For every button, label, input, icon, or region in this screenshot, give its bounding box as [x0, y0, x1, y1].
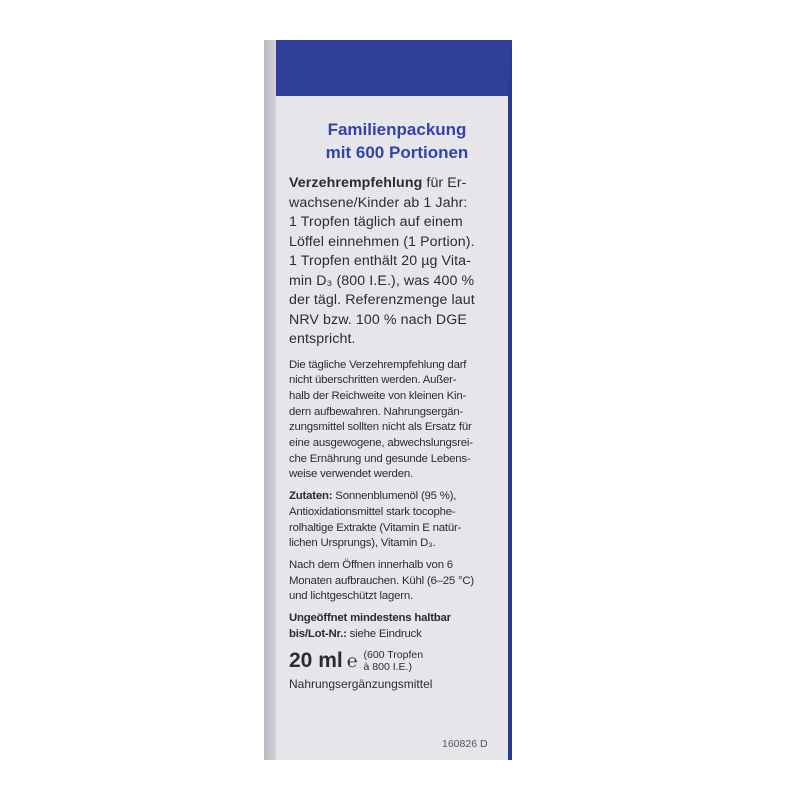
storage-line: und lichtgeschützt lagern.	[289, 590, 413, 603]
recommendation-line: NRV bzw. 100 % nach DGE	[289, 311, 467, 328]
recommendation-paragraph	[289, 174, 505, 350]
warning-paragraph	[289, 358, 505, 484]
estimated-sign-icon: ℮	[346, 651, 358, 672]
recommendation-line: 1 Tropfen enthält 20 µg Vita-	[289, 253, 471, 269]
storage-line: Monaten aufbrauchen. Kühl (6–25 °C)	[289, 574, 474, 587]
recommendation-line: wachsene/Kinder ab 1 Jahr:	[289, 194, 468, 211]
ingredients-line: Antioxidationsmittel stark tocophe-	[289, 505, 456, 518]
shelf-life-paragraph	[289, 611, 505, 642]
shelf-life-line: Ungeöffnet mindestens haltbar	[289, 612, 451, 625]
ingredients-line: rolhaltige Extrakte (Vitamin E natür-	[289, 521, 462, 534]
storage-paragraph	[289, 558, 505, 605]
quantity-note: (600 Tropfen à 800 I.E.)	[363, 649, 424, 674]
ingredients-paragraph	[289, 489, 505, 552]
recommendation-label: Verzehrempfehlung	[289, 175, 423, 191]
heading-line-1: Familienpackung	[327, 120, 467, 139]
recommendation-line: min D₃ (800 I.E.), was 400 %	[289, 272, 475, 289]
warning-line: nicht überschritten werden. Außer-	[289, 374, 457, 387]
ingredients-line: Zutaten: Sonnenblumenöl (95 %),	[289, 490, 457, 503]
heading-line-2: mit 600 Portionen	[325, 143, 469, 162]
net-quantity: 20 ml	[289, 649, 343, 673]
label-content	[289, 118, 505, 692]
ingredients-line: lichen Ursprungs), Vitamin D₃.	[289, 537, 436, 550]
warning-line: dern aufbewahren. Nahrungsergän-	[289, 405, 464, 418]
batch-code: 160826 D	[442, 738, 488, 750]
warning-line: eine ausgewogene, abwechslungsrei-	[289, 437, 473, 450]
ingredients-label: Zutaten:	[289, 490, 333, 503]
warning-line: che Ernährung und gesunde Lebens-	[289, 452, 471, 465]
recommendation-line: Löffel einnehmen (1 Portion).	[289, 233, 475, 250]
warning-line: halb der Reichweite von kleinen Kin-	[289, 389, 467, 402]
warning-line: Die tägliche Verzehrempfehlung darf	[289, 358, 467, 371]
recommendation-line: 1 Tropfen täglich auf einem	[289, 214, 463, 230]
recommendation-line: entspricht.	[289, 331, 356, 347]
warning-line: weise verwendet werden.	[289, 468, 413, 481]
warning-line: zungsmittel sollten nicht als Ersatz für	[289, 421, 472, 434]
product-type: Nahrungsergänzungsmittel	[289, 677, 433, 692]
quantity-row	[289, 648, 505, 674]
recommendation-line: der tägl. Referenzmenge laut	[289, 292, 475, 308]
package-heading	[289, 118, 505, 164]
storage-line: Nach dem Öffnen innerhalb von 6	[289, 558, 453, 571]
shelf-life-line: bis/Lot-Nr.: siehe Eindruck	[289, 627, 422, 640]
recommendation-line: Verzehrempfehlung für Er-	[289, 175, 467, 191]
